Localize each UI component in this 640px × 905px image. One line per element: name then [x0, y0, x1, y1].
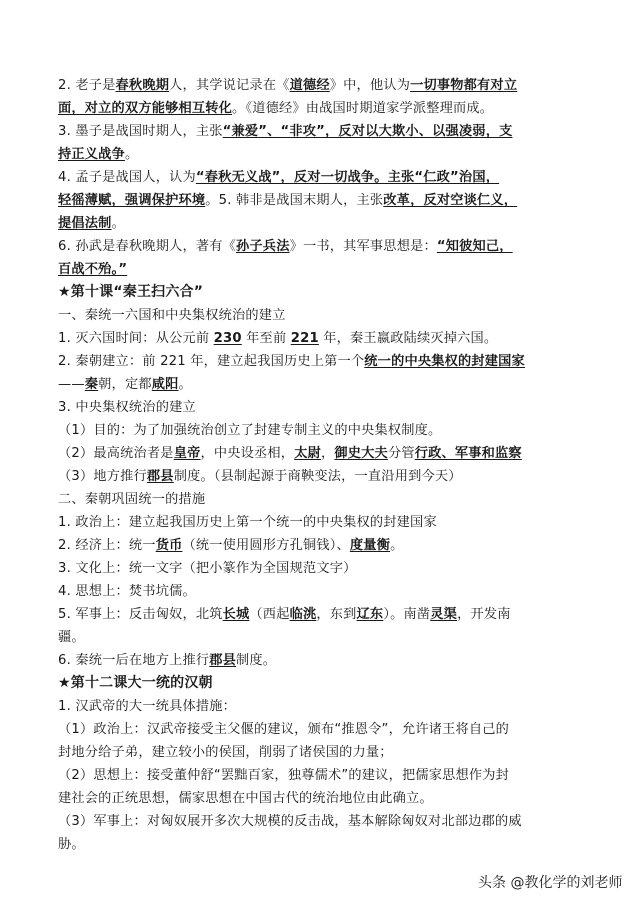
- text-segment: （1）政治上：汉武帝接受主父偃的建议，颁布“推恩令”，允许诸王将自己的: [58, 722, 510, 737]
- key-term: 货币: [155, 538, 183, 553]
- key-term: 秦: [84, 377, 99, 392]
- key-term: 面，对立的双方能够相互转化: [58, 101, 233, 116]
- text-line: [58, 718, 588, 741]
- text-segment: 1. 汉武帝的大一统具体措施：: [58, 699, 237, 714]
- text-line: [58, 212, 588, 235]
- key-term: 皇帝: [173, 446, 201, 461]
- text-line: [58, 396, 588, 419]
- text-segment: ，中央设丞相，: [200, 446, 295, 461]
- text-segment: 。: [124, 147, 139, 162]
- text-line: [58, 810, 588, 833]
- text-segment: 。: [111, 216, 125, 231]
- key-term: 度量衡: [349, 538, 391, 553]
- text-segment: ）。南凿: [383, 607, 431, 622]
- key-term: 辽东: [356, 607, 384, 622]
- text-segment: 》一书，其军事思想是：: [289, 239, 437, 254]
- text-line: [58, 143, 588, 166]
- text-line: [58, 557, 588, 580]
- key-term: 孙子兵法: [236, 239, 290, 254]
- text-segment: 分管: [387, 446, 415, 461]
- text-line: [58, 258, 588, 281]
- key-term: 统一的中央集权的封建国家: [364, 354, 525, 369]
- key-term: 御史大夫: [334, 446, 388, 461]
- key-term: “知彼知己，: [436, 239, 513, 254]
- text-line: [58, 626, 588, 649]
- text-line: [58, 741, 588, 764]
- key-term: 道德经: [289, 78, 330, 93]
- text-line: [58, 327, 588, 350]
- key-term: 一切事物都有对立: [410, 78, 518, 93]
- key-term: 提倡法制: [58, 216, 112, 231]
- text-segment: 1. 灭六国时间：从公元前: [58, 331, 214, 346]
- text-segment: 封地分给子弟，建立较小的侯国，削弱了诸侯国的力量；: [58, 745, 393, 760]
- text-segment: 人，其学说记录在《: [169, 78, 290, 93]
- text-segment: 建社会的正统思想，儒家思想在中国古代的统治地位由此确立。: [58, 791, 433, 806]
- text-segment: 6. 孙武是春秋晚期人，著有《: [58, 239, 237, 254]
- key-term: 太尉: [294, 446, 321, 461]
- text-segment: 3. 中央集权统治的建立: [58, 400, 196, 415]
- text-segment: 。: [178, 377, 192, 392]
- text-segment: 年至前: [241, 331, 291, 346]
- text-line: [58, 120, 588, 143]
- key-term: 百战不殆。”: [58, 262, 128, 277]
- key-term: 221: [290, 331, 319, 346]
- text-segment: 一、秦统一六国和中央集权统治的建立: [58, 308, 286, 323]
- key-term: 灵渠: [430, 607, 458, 622]
- text-line: [58, 166, 588, 189]
- key-term: 行政、军事和监察: [414, 446, 522, 461]
- text-segment: 1. 政治上：建立起我国历史上第一个统一的中央集权的封建国家: [58, 515, 437, 530]
- key-term: “春秋无义战”，反对一切战争。主张“仁政”治国，: [195, 170, 500, 185]
- text-segment: （统一使用圆形方孔铜钱）、: [182, 538, 350, 553]
- key-term: “兼爱”、“非攻”，反对以大欺小、以强凌弱，支: [222, 124, 513, 139]
- text-segment: ，东到: [316, 607, 357, 622]
- section-heading: ★第十课“秦王扫六合”: [58, 284, 204, 300]
- text-line: [58, 764, 588, 787]
- text-segment: 3. 文化上：统一文字（把小篆作为全国规范文字）: [58, 561, 357, 576]
- text-segment: 5. 军事上：反击匈奴，北筑: [58, 607, 223, 622]
- key-term: 郡县: [146, 469, 174, 484]
- text-segment: ——: [58, 377, 85, 392]
- text-line: [58, 603, 588, 626]
- key-term: 郡县: [209, 653, 237, 668]
- text-segment: 疆。: [58, 630, 85, 645]
- text-line: [58, 488, 588, 511]
- text-line: [58, 350, 588, 373]
- key-term: 轻徭薄赋，强调保护环境: [58, 193, 206, 208]
- text-line: [58, 419, 588, 442]
- text-line: [58, 74, 588, 97]
- key-term: 临洮: [289, 607, 317, 622]
- text-line: [58, 304, 588, 327]
- text-segment: 》中，他认为: [329, 78, 411, 93]
- text-segment: 朝，定都: [98, 377, 152, 392]
- text-segment: （2）思想上：接受董仲舒“罢黜百家，独尊儒术”的建议，把儒家思想作为封: [58, 768, 510, 783]
- text-segment: 6. 秦统一后在地方上推行: [58, 653, 210, 668]
- key-term: 230: [213, 331, 242, 346]
- text-line: [58, 442, 588, 465]
- text-line: [58, 649, 588, 672]
- text-segment: 二、秦朝巩固统一的措施: [58, 492, 206, 507]
- key-term: 改革，反对空谈仁义，: [383, 193, 518, 208]
- text-line: [58, 465, 588, 488]
- section-heading: ★第十二课大一统的汉朝: [58, 675, 213, 691]
- text-line: [58, 580, 588, 603]
- text-line: [58, 235, 588, 258]
- text-segment: 。5. 韩非是战国末期人，主张: [205, 193, 384, 208]
- watermark: 头条 @教化学的刘老师: [478, 875, 623, 891]
- text-segment: 制度。: [236, 653, 277, 668]
- text-segment: ，: [320, 446, 335, 461]
- text-segment: 制度。（县制起源于商鞅变法，一直沿用到今天）: [173, 469, 462, 484]
- text-segment: （1）目的：为了加强统治创立了封建专制主义的中央集权制度。: [58, 423, 442, 438]
- text-segment: （3）军事上：对匈奴展开多次大规模的反击战，基本解除匈奴对北部边郡的威: [58, 814, 522, 829]
- text-segment: （西起: [249, 607, 290, 622]
- text-segment: 3. 墨子是战国时期人，主张: [58, 124, 223, 139]
- text-segment: 年，秦王嬴政陆续灭掉六国。: [318, 331, 498, 346]
- text-segment: 4. 思想上：焚书坑儒。: [58, 584, 196, 599]
- text-line: [58, 97, 588, 120]
- document-body: [58, 74, 588, 856]
- text-line: [58, 672, 588, 695]
- text-segment: 。: [390, 538, 404, 553]
- text-segment: 2. 秦朝建立：前 221 年，建立起我国历史上第一个: [58, 354, 365, 369]
- text-segment: 。《道德经》由战国时期道家学派整理而成。: [232, 101, 494, 116]
- text-line: [58, 833, 588, 856]
- text-line: [58, 511, 588, 534]
- text-line: [58, 281, 588, 304]
- text-line: [58, 189, 588, 212]
- key-term: 长城: [222, 607, 250, 622]
- text-segment: 2. 老子是: [58, 78, 116, 93]
- text-line: [58, 695, 588, 718]
- text-segment: 胁。: [58, 837, 85, 852]
- text-line: [58, 373, 588, 396]
- key-term: 持正义战争: [58, 147, 125, 162]
- key-term: 咸阳: [151, 377, 179, 392]
- text-segment: （3）地方推行: [58, 469, 147, 484]
- text-segment: 2. 经济上：统一: [58, 538, 156, 553]
- text-line: [58, 787, 588, 810]
- text-segment: （2）最高统治者是: [58, 446, 174, 461]
- text-segment: 4. 孟子是战国人，认为: [58, 170, 196, 185]
- text-line: [58, 534, 588, 557]
- text-segment: ，开发南: [457, 607, 511, 622]
- key-term: 春秋晚期: [115, 78, 170, 93]
